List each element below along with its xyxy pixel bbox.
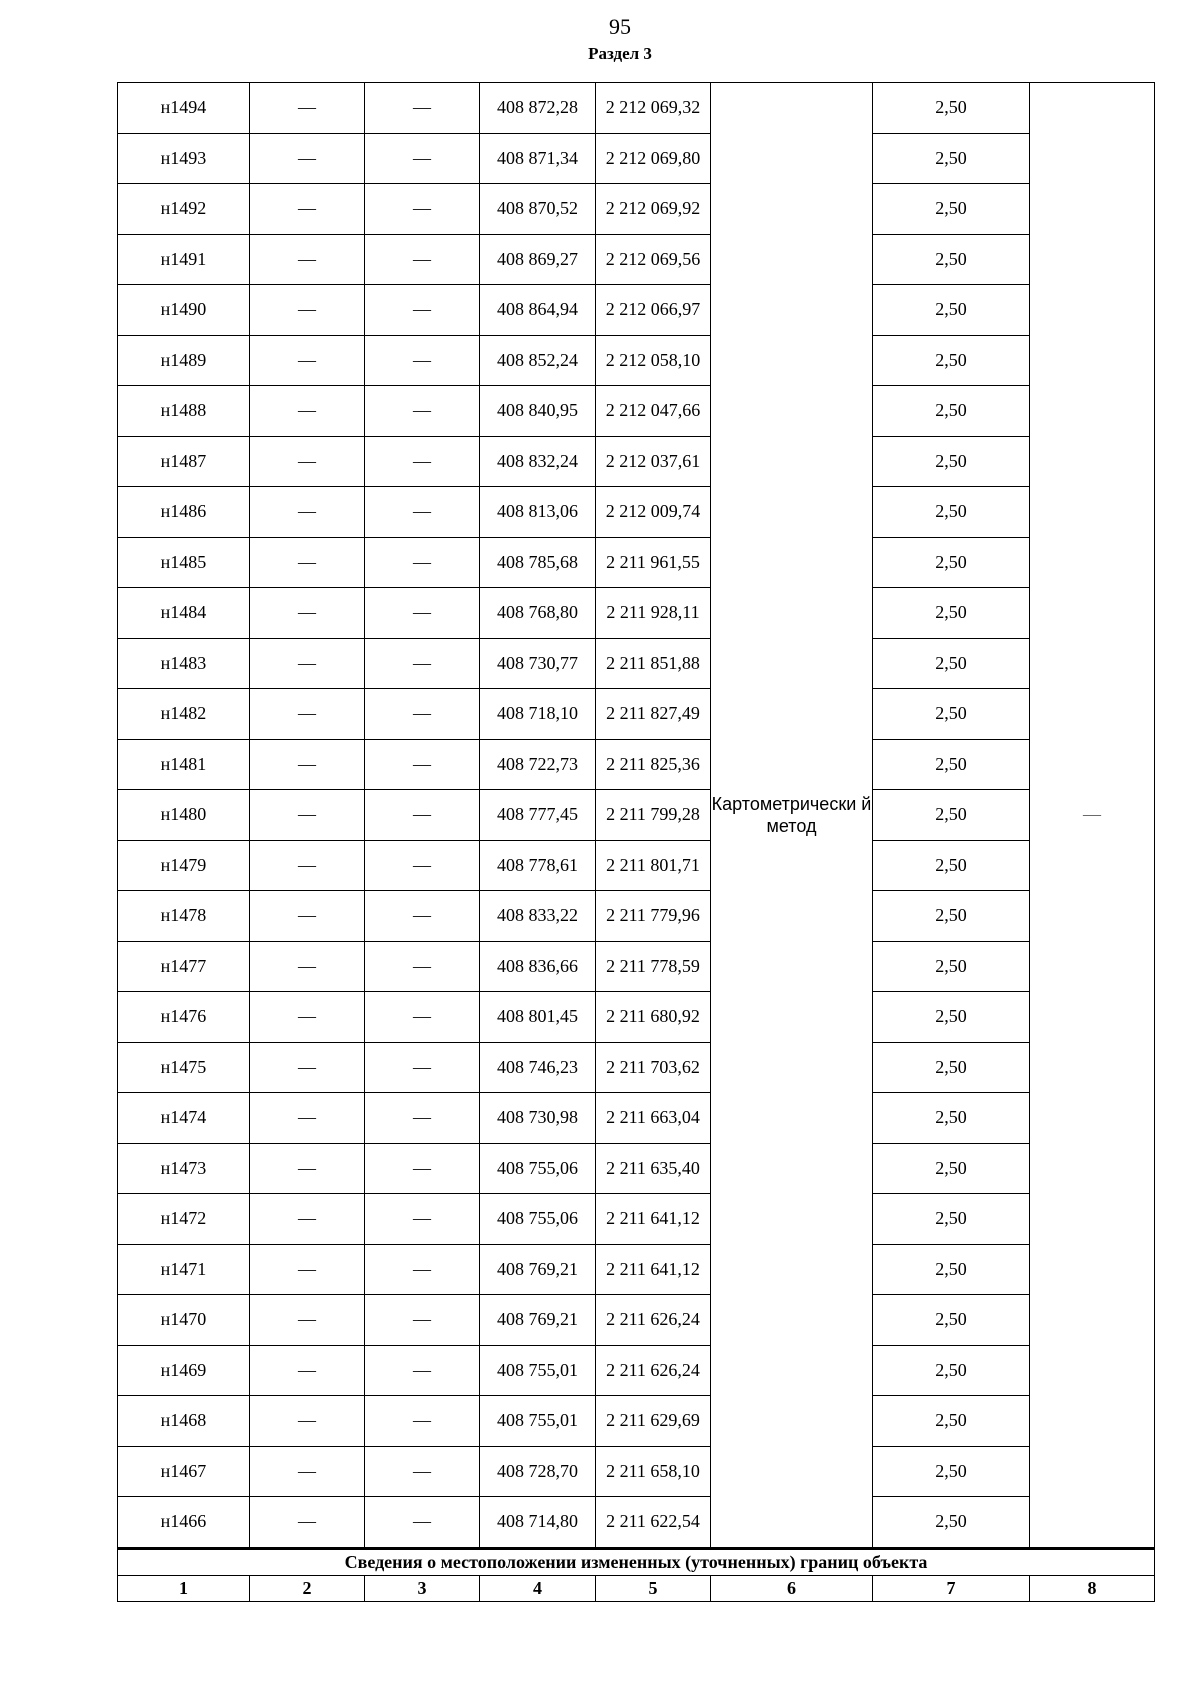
x-coordinate-cell: 408 730,77 (480, 638, 596, 689)
dash-cell: — (365, 840, 480, 891)
dash-cell: — (250, 386, 365, 437)
y-coordinate-cell: 2 212 047,66 (596, 386, 711, 437)
x-coordinate-cell: 408 869,27 (480, 234, 596, 285)
dash-cell: — (365, 638, 480, 689)
dash-cell: — (365, 184, 480, 235)
point-cell: н1486 (118, 487, 250, 538)
table-body (118, 83, 1155, 1549)
point-cell: н1483 (118, 638, 250, 689)
dash-cell: — (365, 1244, 480, 1295)
accuracy-cell: 2,50 (873, 1093, 1030, 1144)
y-coordinate-cell: 2 212 069,80 (596, 133, 711, 184)
table-row (118, 1446, 1155, 1497)
table-row (118, 436, 1155, 487)
dash-cell: — (365, 386, 480, 437)
y-coordinate-cell: 2 211 928,11 (596, 588, 711, 639)
x-coordinate-cell: 408 852,24 (480, 335, 596, 386)
point-cell: н1485 (118, 537, 250, 588)
point-cell: н1471 (118, 1244, 250, 1295)
accuracy-cell: 2,50 (873, 184, 1030, 235)
x-coordinate-cell: 408 730,98 (480, 1093, 596, 1144)
y-coordinate-cell: 2 211 641,12 (596, 1244, 711, 1295)
accuracy-cell: 2,50 (873, 1194, 1030, 1245)
dash-cell: — (250, 588, 365, 639)
point-cell: н1479 (118, 840, 250, 891)
x-coordinate-cell: 408 778,61 (480, 840, 596, 891)
table-row (118, 1042, 1155, 1093)
dash-cell: — (365, 790, 480, 841)
page-number: 95 (609, 14, 631, 39)
accuracy-cell: 2,50 (873, 386, 1030, 437)
column-number: 6 (711, 1575, 873, 1601)
point-cell: н1481 (118, 739, 250, 790)
dash-cell: — (250, 790, 365, 841)
column-number: 5 (596, 1575, 711, 1601)
dash-cell: — (365, 133, 480, 184)
accuracy-cell: 2,50 (873, 1244, 1030, 1295)
table-row (118, 1345, 1155, 1396)
point-cell: н1490 (118, 285, 250, 336)
column-8-cell: — (1030, 83, 1155, 1549)
point-cell: н1488 (118, 386, 250, 437)
y-coordinate-cell: 2 212 009,74 (596, 487, 711, 538)
y-coordinate-cell: 2 211 626,24 (596, 1345, 711, 1396)
x-coordinate-cell: 408 755,06 (480, 1194, 596, 1245)
accuracy-cell: 2,50 (873, 537, 1030, 588)
dash-cell: — (365, 1345, 480, 1396)
x-coordinate-cell: 408 728,70 (480, 1446, 596, 1497)
dash-cell: — (365, 941, 480, 992)
dash-cell: — (250, 840, 365, 891)
point-cell: н1476 (118, 992, 250, 1043)
table-row (118, 487, 1155, 538)
point-cell: н1473 (118, 1143, 250, 1194)
coordinates-table (117, 82, 1155, 1602)
dash-cell: — (250, 133, 365, 184)
dash-cell: — (250, 638, 365, 689)
dash-cell: — (365, 83, 480, 134)
point-cell: н1470 (118, 1295, 250, 1346)
x-coordinate-cell: 408 769,21 (480, 1244, 596, 1295)
accuracy-cell: 2,50 (873, 790, 1030, 841)
y-coordinate-cell: 2 211 799,28 (596, 790, 711, 841)
x-coordinate-cell: 408 768,80 (480, 588, 596, 639)
y-coordinate-cell: 2 211 961,55 (596, 537, 711, 588)
accuracy-cell: 2,50 (873, 638, 1030, 689)
dash-cell: — (250, 335, 365, 386)
accuracy-cell: 2,50 (873, 1497, 1030, 1549)
table-row (118, 739, 1155, 790)
dash-cell: — (250, 941, 365, 992)
table-row (118, 891, 1155, 942)
dash-cell: — (250, 992, 365, 1043)
y-coordinate-cell: 2 211 827,49 (596, 689, 711, 740)
dash-cell: — (250, 184, 365, 235)
point-cell: н1484 (118, 588, 250, 639)
table-row (118, 790, 1155, 841)
point-cell: н1475 (118, 1042, 250, 1093)
y-coordinate-cell: 2 212 066,97 (596, 285, 711, 336)
dash-cell: — (250, 1345, 365, 1396)
dash-cell: — (365, 335, 480, 386)
dash-cell: — (365, 436, 480, 487)
dash-cell: — (365, 1396, 480, 1447)
accuracy-cell: 2,50 (873, 335, 1030, 386)
accuracy-cell: 2,50 (873, 689, 1030, 740)
dash-cell: — (250, 689, 365, 740)
accuracy-cell: 2,50 (873, 285, 1030, 336)
x-coordinate-cell: 408 840,95 (480, 386, 596, 437)
table-row (118, 335, 1155, 386)
table-row (118, 1244, 1155, 1295)
dash-cell: — (250, 1042, 365, 1093)
dash-cell: — (250, 1446, 365, 1497)
dash-cell: — (250, 234, 365, 285)
dash-cell: — (365, 891, 480, 942)
table-row (118, 689, 1155, 740)
y-coordinate-cell: 2 211 629,69 (596, 1396, 711, 1447)
y-coordinate-cell: 2 212 069,56 (596, 234, 711, 285)
dash-cell: — (250, 1093, 365, 1144)
dash-cell: — (365, 285, 480, 336)
table-row (118, 1194, 1155, 1245)
table-row (118, 638, 1155, 689)
point-cell: н1492 (118, 184, 250, 235)
y-coordinate-cell: 2 212 058,10 (596, 335, 711, 386)
dash-cell: — (365, 992, 480, 1043)
point-cell: н1474 (118, 1093, 250, 1144)
table-row (118, 83, 1155, 134)
dash-cell: — (250, 1396, 365, 1447)
table-row (118, 133, 1155, 184)
dash-cell: — (365, 1446, 480, 1497)
accuracy-cell: 2,50 (873, 588, 1030, 639)
x-coordinate-cell: 408 777,45 (480, 790, 596, 841)
table-row (118, 386, 1155, 437)
accuracy-cell: 2,50 (873, 992, 1030, 1043)
dash-cell: — (365, 537, 480, 588)
y-coordinate-cell: 2 212 069,32 (596, 83, 711, 134)
dash-cell: — (250, 83, 365, 134)
dash-cell: — (365, 1295, 480, 1346)
point-cell: н1480 (118, 790, 250, 841)
dash-cell: — (250, 537, 365, 588)
accuracy-cell: 2,50 (873, 1295, 1030, 1346)
caption-row (118, 1548, 1155, 1575)
x-coordinate-cell: 408 755,06 (480, 1143, 596, 1194)
accuracy-cell: 2,50 (873, 840, 1030, 891)
y-coordinate-cell: 2 211 680,92 (596, 992, 711, 1043)
y-coordinate-cell: 2 211 635,40 (596, 1143, 711, 1194)
accuracy-cell: 2,50 (873, 739, 1030, 790)
x-coordinate-cell: 408 871,34 (480, 133, 596, 184)
dash-cell: — (250, 487, 365, 538)
x-coordinate-cell: 408 746,23 (480, 1042, 596, 1093)
table-row (118, 1396, 1155, 1447)
table-row (118, 1497, 1155, 1549)
column-number: 7 (873, 1575, 1030, 1601)
point-cell: н1478 (118, 891, 250, 942)
point-cell: н1491 (118, 234, 250, 285)
accuracy-cell: 2,50 (873, 487, 1030, 538)
point-cell: н1477 (118, 941, 250, 992)
accuracy-cell: 2,50 (873, 1042, 1030, 1093)
x-coordinate-cell: 408 718,10 (480, 689, 596, 740)
x-coordinate-cell: 408 722,73 (480, 739, 596, 790)
dash-cell: — (365, 588, 480, 639)
x-coordinate-cell: 408 864,94 (480, 285, 596, 336)
y-coordinate-cell: 2 211 801,71 (596, 840, 711, 891)
y-coordinate-cell: 2 211 663,04 (596, 1093, 711, 1144)
table-caption: Сведения о местоположении измененных (уточненных) границ объекта (118, 1548, 1155, 1575)
point-cell: н1482 (118, 689, 250, 740)
y-coordinate-cell: 2 212 037,61 (596, 436, 711, 487)
dash-cell: — (250, 1497, 365, 1549)
section-title: Раздел 3 (588, 44, 652, 63)
x-coordinate-cell: 408 801,45 (480, 992, 596, 1043)
x-coordinate-cell: 408 769,21 (480, 1295, 596, 1346)
point-cell: н1466 (118, 1497, 250, 1549)
column-number: 3 (365, 1575, 480, 1601)
dash-cell: — (365, 1497, 480, 1549)
x-coordinate-cell: 408 785,68 (480, 537, 596, 588)
y-coordinate-cell: 2 211 641,12 (596, 1194, 711, 1245)
dash-cell: — (250, 739, 365, 790)
dash-cell: — (365, 487, 480, 538)
x-coordinate-cell: 408 833,22 (480, 891, 596, 942)
dash-cell: — (365, 1194, 480, 1245)
dash-cell: — (365, 689, 480, 740)
dash-cell: — (250, 1295, 365, 1346)
accuracy-cell: 2,50 (873, 891, 1030, 942)
accuracy-cell: 2,50 (873, 1345, 1030, 1396)
table-row (118, 184, 1155, 235)
dash-cell: — (365, 234, 480, 285)
table-row (118, 588, 1155, 639)
y-coordinate-cell: 2 211 622,54 (596, 1497, 711, 1549)
point-cell: н1469 (118, 1345, 250, 1396)
accuracy-cell: 2,50 (873, 1446, 1030, 1497)
column-number: 4 (480, 1575, 596, 1601)
dash-cell: — (250, 285, 365, 336)
point-cell: н1494 (118, 83, 250, 134)
x-coordinate-cell: 408 755,01 (480, 1345, 596, 1396)
dash-cell: — (250, 1244, 365, 1295)
y-coordinate-cell: 2 211 779,96 (596, 891, 711, 942)
x-coordinate-cell: 408 714,80 (480, 1497, 596, 1549)
table-row (118, 1143, 1155, 1194)
table-row (118, 941, 1155, 992)
x-coordinate-cell: 408 872,28 (480, 83, 596, 134)
table-row (118, 285, 1155, 336)
dash-cell: — (250, 891, 365, 942)
point-cell: н1493 (118, 133, 250, 184)
column-number: 8 (1030, 1575, 1155, 1601)
accuracy-cell: 2,50 (873, 83, 1030, 134)
y-coordinate-cell: 2 211 703,62 (596, 1042, 711, 1093)
column-number: 1 (118, 1575, 250, 1601)
accuracy-cell: 2,50 (873, 133, 1030, 184)
y-coordinate-cell: 2 211 658,10 (596, 1446, 711, 1497)
point-cell: н1489 (118, 335, 250, 386)
column-number: 2 (250, 1575, 365, 1601)
table-row (118, 1093, 1155, 1144)
accuracy-cell: 2,50 (873, 1396, 1030, 1447)
table-row (118, 840, 1155, 891)
accuracy-cell: 2,50 (873, 234, 1030, 285)
dash-cell: — (250, 1194, 365, 1245)
y-coordinate-cell: 2 212 069,92 (596, 184, 711, 235)
point-cell: н1467 (118, 1446, 250, 1497)
column-numbers-row (118, 1575, 1155, 1601)
accuracy-cell: 2,50 (873, 436, 1030, 487)
point-cell: н1472 (118, 1194, 250, 1245)
accuracy-cell: 2,50 (873, 1143, 1030, 1194)
x-coordinate-cell: 408 836,66 (480, 941, 596, 992)
dash-cell: — (365, 1143, 480, 1194)
dash-cell: — (250, 436, 365, 487)
accuracy-cell: 2,50 (873, 941, 1030, 992)
x-coordinate-cell: 408 813,06 (480, 487, 596, 538)
dash-cell: — (365, 739, 480, 790)
dash-cell: — (365, 1042, 480, 1093)
x-coordinate-cell: 408 870,52 (480, 184, 596, 235)
table-row (118, 234, 1155, 285)
point-cell: н1487 (118, 436, 250, 487)
x-coordinate-cell: 408 755,01 (480, 1396, 596, 1447)
x-coordinate-cell: 408 832,24 (480, 436, 596, 487)
table-row (118, 992, 1155, 1043)
y-coordinate-cell: 2 211 626,24 (596, 1295, 711, 1346)
dash-cell: — (250, 1143, 365, 1194)
y-coordinate-cell: 2 211 825,36 (596, 739, 711, 790)
point-cell: н1468 (118, 1396, 250, 1447)
table-row (118, 1295, 1155, 1346)
table-row (118, 537, 1155, 588)
method-cell: Картометрически й метод (711, 83, 873, 1549)
dash-cell: — (365, 1093, 480, 1144)
y-coordinate-cell: 2 211 851,88 (596, 638, 711, 689)
y-coordinate-cell: 2 211 778,59 (596, 941, 711, 992)
